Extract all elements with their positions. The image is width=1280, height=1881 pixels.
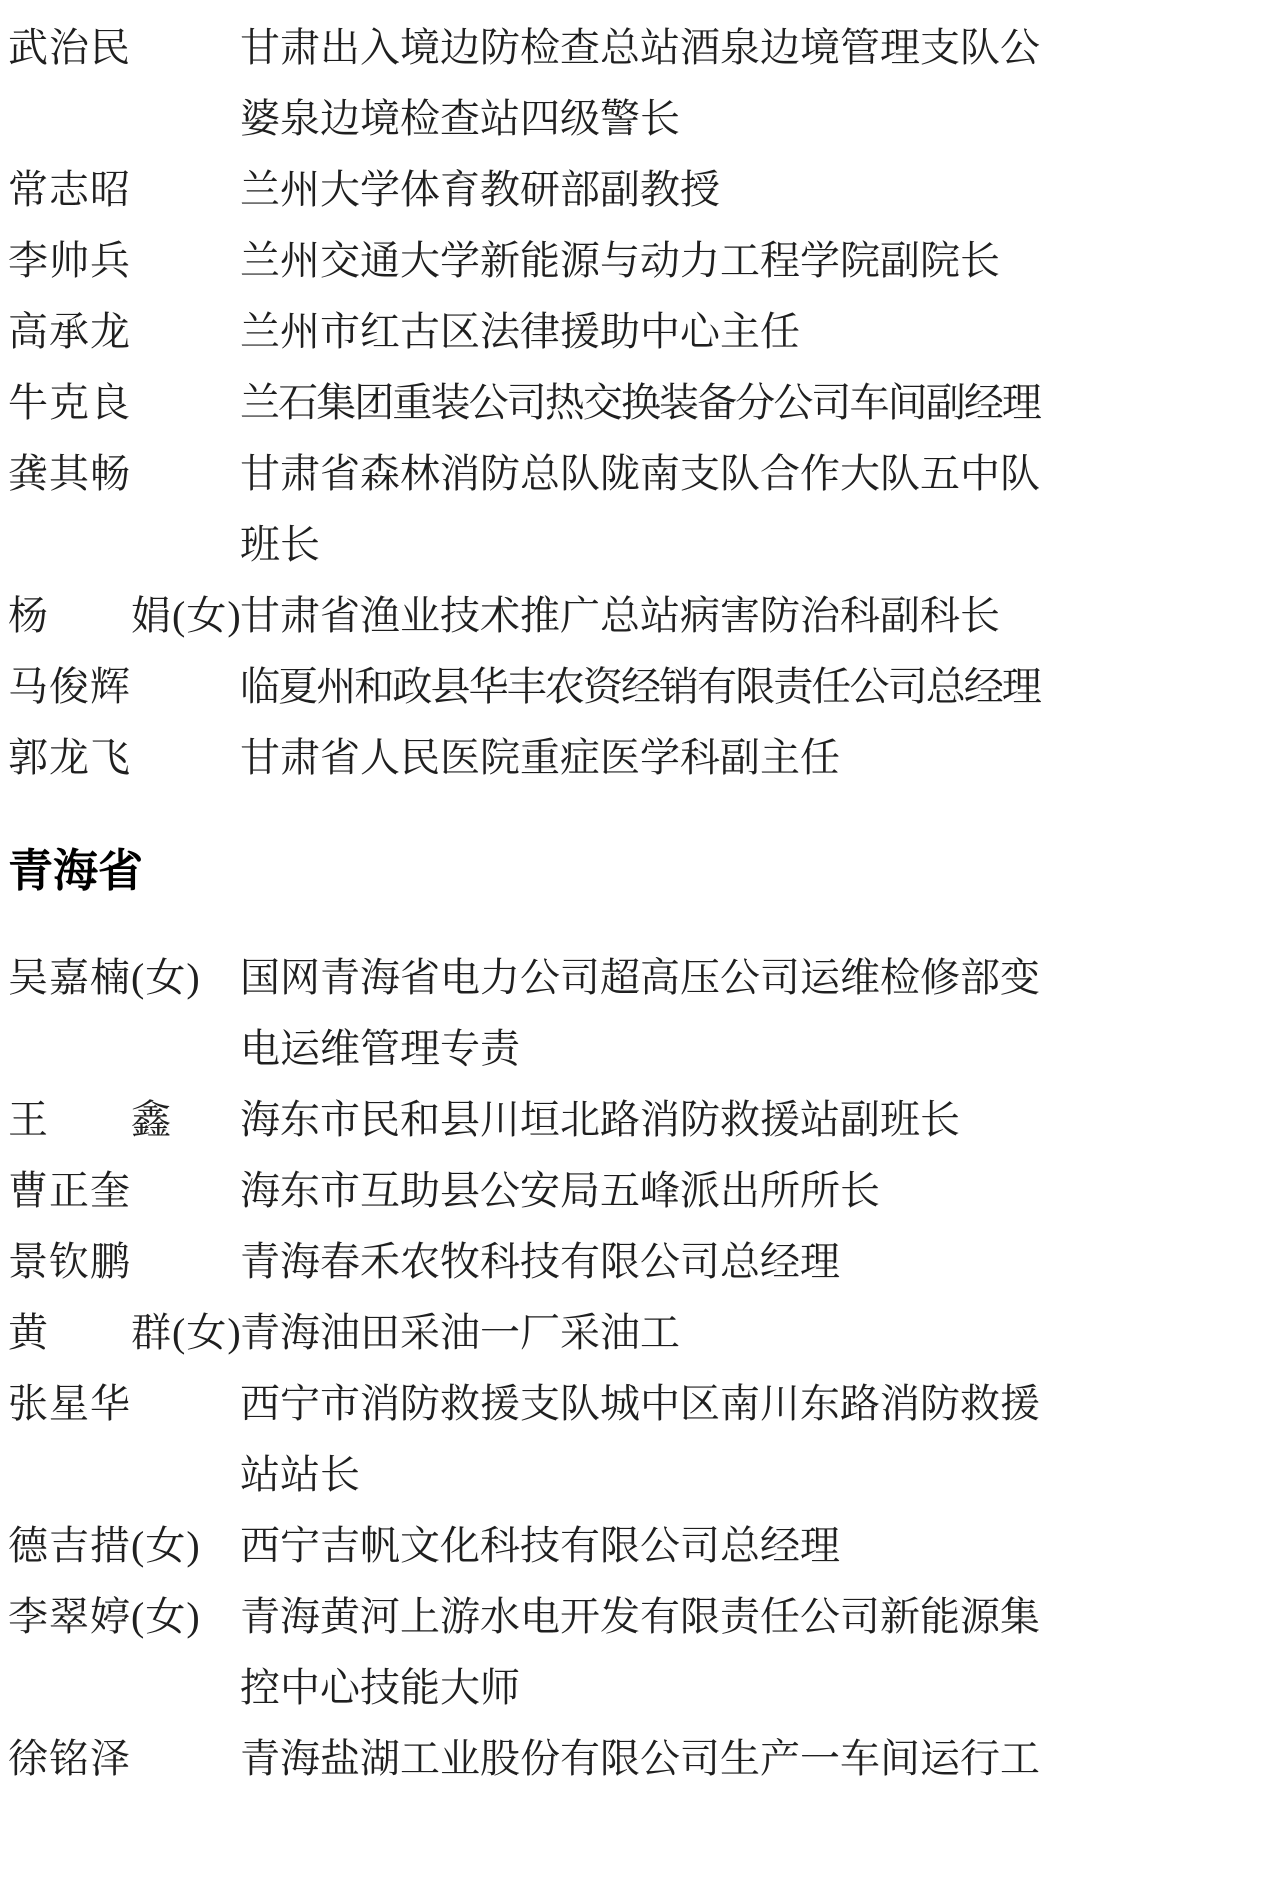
person-title-line: 国网青海省电力公司超高压公司运维检修部变 bbox=[240, 955, 1040, 1000]
person-name: 黄 群(女) bbox=[8, 1310, 242, 1355]
person-title bbox=[240, 367, 1046, 438]
person-title-line: 兰州交通大学新能源与动力工程学院副院长 bbox=[240, 238, 1000, 283]
person-title-line: 班长 bbox=[240, 522, 320, 567]
list-entry bbox=[8, 1368, 1280, 1510]
list-entry bbox=[8, 154, 1280, 225]
person-title-line: 西宁吉帆文化科技有限公司总经理 bbox=[240, 1523, 840, 1568]
person-title-line: 甘肃省人民医院重症医学科副主任 bbox=[240, 735, 840, 780]
person-name: 吴嘉楠(女) bbox=[8, 955, 201, 1000]
person-name: 郭龙飞 bbox=[8, 735, 131, 780]
person-title-line: 临夏州和政县华丰农资经销有限责任公司总经理 bbox=[240, 664, 1040, 709]
person-title-line: 甘肃省森林消防总队陇南支队合作大队五中队 bbox=[240, 451, 1040, 496]
person-title-line: 甘肃省渔业技术推广总站病害防治科副科长 bbox=[240, 593, 1000, 638]
list-entry bbox=[8, 225, 1280, 296]
person-title-line: 兰石集团重装公司热交换装备分公司车间副经理 bbox=[240, 380, 1040, 425]
list-entry bbox=[8, 1510, 1280, 1581]
person-title bbox=[240, 651, 1046, 722]
person-title bbox=[240, 1297, 1046, 1368]
province-header: 青海省 bbox=[8, 845, 144, 896]
list-entry bbox=[8, 1297, 1280, 1368]
list-entry bbox=[8, 367, 1280, 438]
person-title-line: 青海黄河上游水电开发有限责任公司新能源集 bbox=[240, 1594, 1040, 1639]
person-title bbox=[240, 580, 1046, 651]
list-entry bbox=[8, 580, 1280, 651]
person-title-line: 控中心技能大师 bbox=[240, 1665, 520, 1710]
person-title bbox=[240, 1368, 1046, 1510]
person-name: 德吉措(女) bbox=[8, 1523, 201, 1568]
person-name: 牛克良 bbox=[8, 380, 131, 425]
person-title-line: 甘肃出入境边防检查总站酒泉边境管理支队公 bbox=[240, 25, 1040, 70]
list-entry bbox=[8, 942, 1280, 1084]
person-title bbox=[240, 942, 1046, 1084]
person-name: 龚其畅 bbox=[8, 451, 131, 496]
person-title bbox=[240, 225, 1046, 296]
person-name: 张星华 bbox=[8, 1381, 131, 1426]
person-title-line: 青海春禾农牧科技有限公司总经理 bbox=[240, 1239, 840, 1284]
person-title-line: 兰州市红古区法律援助中心主任 bbox=[240, 309, 800, 354]
person-name: 常志昭 bbox=[8, 167, 131, 212]
person-name: 王 鑫 bbox=[8, 1097, 172, 1142]
list-entry bbox=[8, 1226, 1280, 1297]
person-title bbox=[240, 722, 1046, 793]
person-title-line: 婆泉边境检查站四级警长 bbox=[240, 96, 680, 141]
person-name: 李帅兵 bbox=[8, 238, 131, 283]
person-title-line: 兰州大学体育教研部副教授 bbox=[240, 167, 720, 212]
person-title-line: 电运维管理专责 bbox=[240, 1026, 520, 1071]
list-entry bbox=[8, 1084, 1280, 1155]
person-title-line: 西宁市消防救援支队城中区南川东路消防救援 bbox=[240, 1381, 1040, 1426]
person-title-line: 海东市互助县公安局五峰派出所所长 bbox=[240, 1168, 880, 1213]
list-entry bbox=[8, 296, 1280, 367]
person-name: 李翠婷(女) bbox=[8, 1594, 201, 1639]
person-title bbox=[240, 438, 1046, 580]
person-title-line: 站站长 bbox=[240, 1452, 360, 1497]
person-title bbox=[240, 1723, 1046, 1794]
person-title-line: 青海盐湖工业股份有限公司生产一车间运行工 bbox=[240, 1736, 1040, 1781]
person-title bbox=[240, 1510, 1046, 1581]
person-title bbox=[240, 296, 1046, 367]
list-entry bbox=[8, 722, 1280, 793]
list-entry bbox=[8, 12, 1280, 154]
person-name: 曹正奎 bbox=[8, 1168, 131, 1213]
person-title-line: 青海油田采油一厂采油工 bbox=[240, 1310, 680, 1355]
person-title-line: 海东市民和县川垣北路消防救援站副班长 bbox=[240, 1097, 960, 1142]
list-entry bbox=[8, 1155, 1280, 1226]
person-name: 杨 娟(女) bbox=[8, 593, 242, 638]
list-entry bbox=[8, 1723, 1280, 1794]
person-title bbox=[240, 1226, 1046, 1297]
person-name: 景钦鹏 bbox=[8, 1239, 131, 1284]
person-name: 徐铭泽 bbox=[8, 1736, 131, 1781]
list-entry bbox=[8, 1581, 1280, 1723]
person-name: 高承龙 bbox=[8, 309, 131, 354]
person-title bbox=[240, 1155, 1046, 1226]
person-name: 武治民 bbox=[8, 25, 131, 70]
list-entry bbox=[8, 651, 1280, 722]
person-title bbox=[240, 154, 1046, 225]
person-name: 马俊辉 bbox=[8, 664, 131, 709]
person-title bbox=[240, 1084, 1046, 1155]
list-entry bbox=[8, 438, 1280, 580]
person-title bbox=[240, 12, 1046, 154]
person-title bbox=[240, 1581, 1046, 1723]
